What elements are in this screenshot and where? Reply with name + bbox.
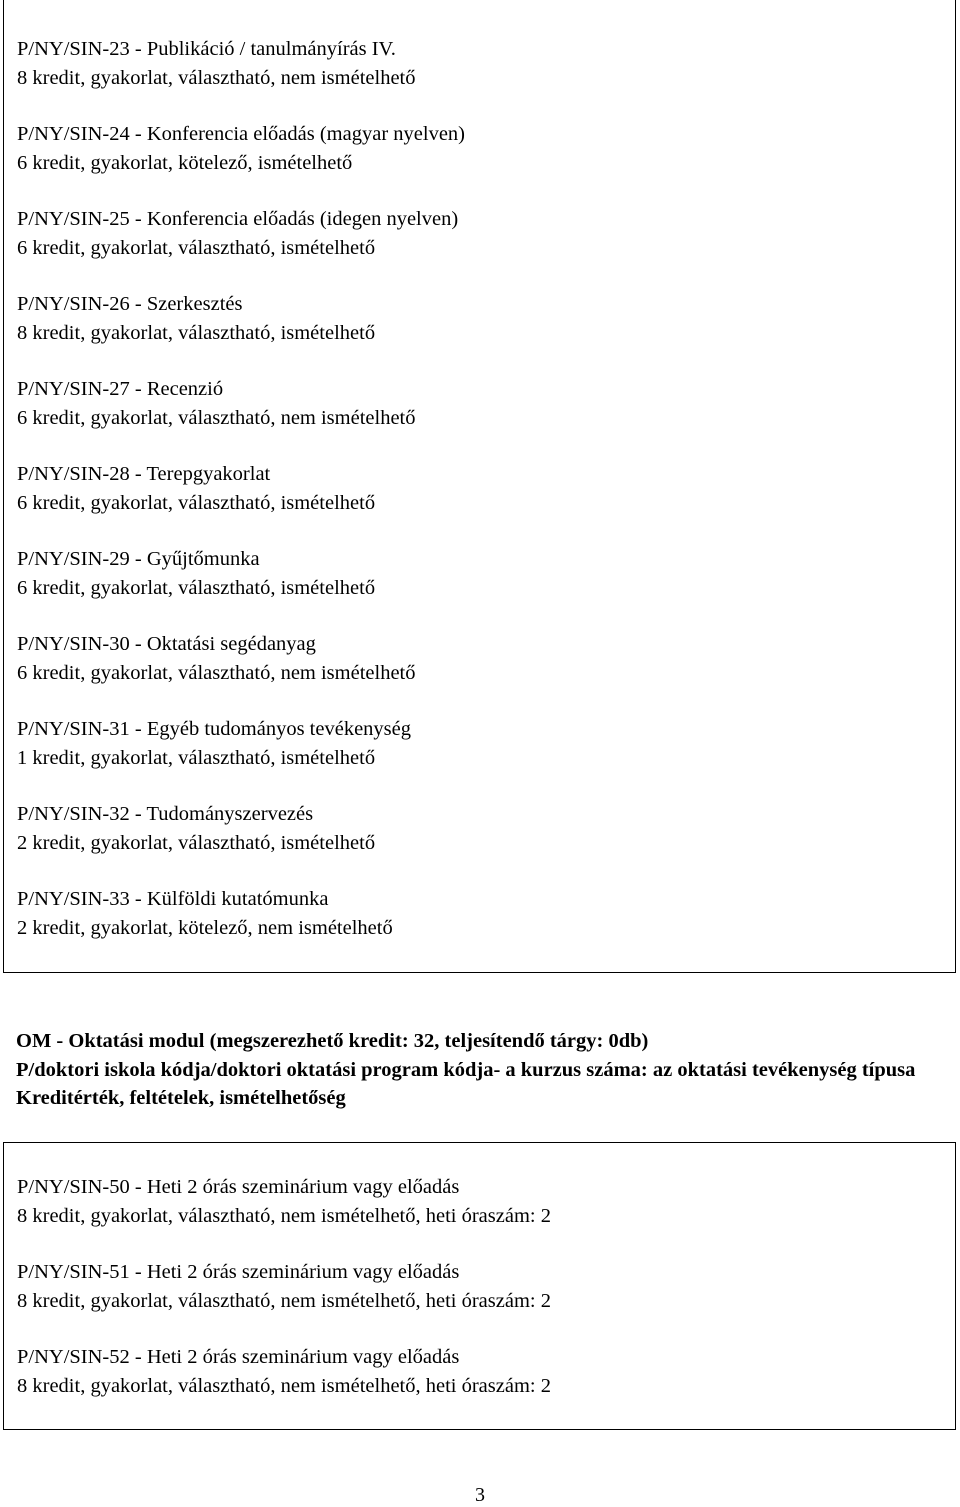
course-entry	[17, 375, 416, 432]
course-entry	[17, 800, 375, 857]
module-header	[16, 1027, 944, 1113]
page-number: 3	[475, 1484, 485, 1506]
course-detail: 6 kredit, gyakorlat, választható, nem ismételhető	[17, 661, 416, 684]
course-title: P/NY/SIN-30 - Oktatási segédanyag	[17, 633, 316, 655]
course-entry	[17, 35, 416, 92]
course-title: P/NY/SIN-29 - Gyűjtőmunka	[17, 548, 260, 570]
course-entry	[17, 205, 458, 262]
course-detail: 8 kredit, gyakorlat, választható, nem ismételhető, heti óraszám: 2	[17, 1374, 551, 1397]
course-entry	[17, 545, 375, 602]
course-entry	[17, 290, 375, 347]
module-code-description: P/doktori iskola kódja/doktori oktatási program kódja- a kurzus száma: az oktatási tevékenység típusa	[16, 1058, 916, 1081]
course-entry	[17, 715, 411, 772]
course-detail: 6 kredit, gyakorlat, választható, ismételhető	[17, 236, 376, 259]
course-detail: 1 kredit, gyakorlat, választható, ismételhető	[17, 746, 376, 769]
course-title: P/NY/SIN-52 - Heti 2 órás szeminárium vagy előadás	[17, 1346, 460, 1368]
course-list-box-bottom	[3, 1142, 956, 1430]
course-detail: 8 kredit, gyakorlat, választható, nem ismételhető, heti óraszám: 2	[17, 1289, 551, 1312]
course-detail: 8 kredit, gyakorlat, választható, ismételhető	[17, 321, 376, 344]
module-credit-description: Kreditérték, feltételek, ismételhetőség	[16, 1087, 346, 1109]
course-detail: 8 kredit, gyakorlat, választható, nem ismételhető	[17, 66, 416, 89]
course-title: P/NY/SIN-25 - Konferencia előadás (idegen nyelven)	[17, 208, 459, 230]
course-detail: 6 kredit, gyakorlat, kötelező, ismételhető	[17, 151, 353, 174]
course-title: P/NY/SIN-26 - Szerkesztés	[17, 293, 243, 315]
course-entry	[17, 1173, 551, 1230]
course-title: P/NY/SIN-28 - Terepgyakorlat	[17, 463, 271, 485]
course-detail: 6 kredit, gyakorlat, választható, nem ismételhető	[17, 406, 416, 429]
course-title: P/NY/SIN-27 - Recenzió	[17, 378, 224, 400]
course-detail: 6 kredit, gyakorlat, választható, ismételhető	[17, 491, 376, 514]
course-list-box-top	[3, 0, 956, 973]
course-entry	[17, 1343, 551, 1400]
course-detail: 2 kredit, gyakorlat, választható, ismételhető	[17, 831, 376, 854]
course-detail: 6 kredit, gyakorlat, választható, ismételhető	[17, 576, 376, 599]
course-entry	[17, 460, 375, 517]
course-title: P/NY/SIN-33 - Külföldi kutatómunka	[17, 888, 329, 910]
course-title: P/NY/SIN-51 - Heti 2 órás szeminárium vagy előadás	[17, 1261, 460, 1283]
course-entry	[17, 120, 465, 177]
course-entry	[17, 630, 416, 687]
course-title: P/NY/SIN-31 - Egyéb tudományos tevékenység	[17, 718, 411, 740]
course-detail: 8 kredit, gyakorlat, választható, nem ismételhető, heti óraszám: 2	[17, 1204, 551, 1227]
module-title: OM - Oktatási modul (megszerezhető kredit: 32, teljesítendő tárgy: 0db)	[16, 1030, 649, 1052]
course-entry	[17, 1258, 551, 1315]
course-entry	[17, 885, 393, 942]
course-detail: 2 kredit, gyakorlat, kötelező, nem ismételhető	[17, 916, 393, 939]
course-title: P/NY/SIN-32 - Tudományszervezés	[17, 803, 314, 825]
course-title: P/NY/SIN-50 - Heti 2 órás szeminárium vagy előadás	[17, 1176, 460, 1198]
course-title: P/NY/SIN-23 - Publikáció / tanulmányírás IV.	[17, 38, 396, 60]
course-title: P/NY/SIN-24 - Konferencia előadás (magyar nyelven)	[17, 123, 465, 145]
